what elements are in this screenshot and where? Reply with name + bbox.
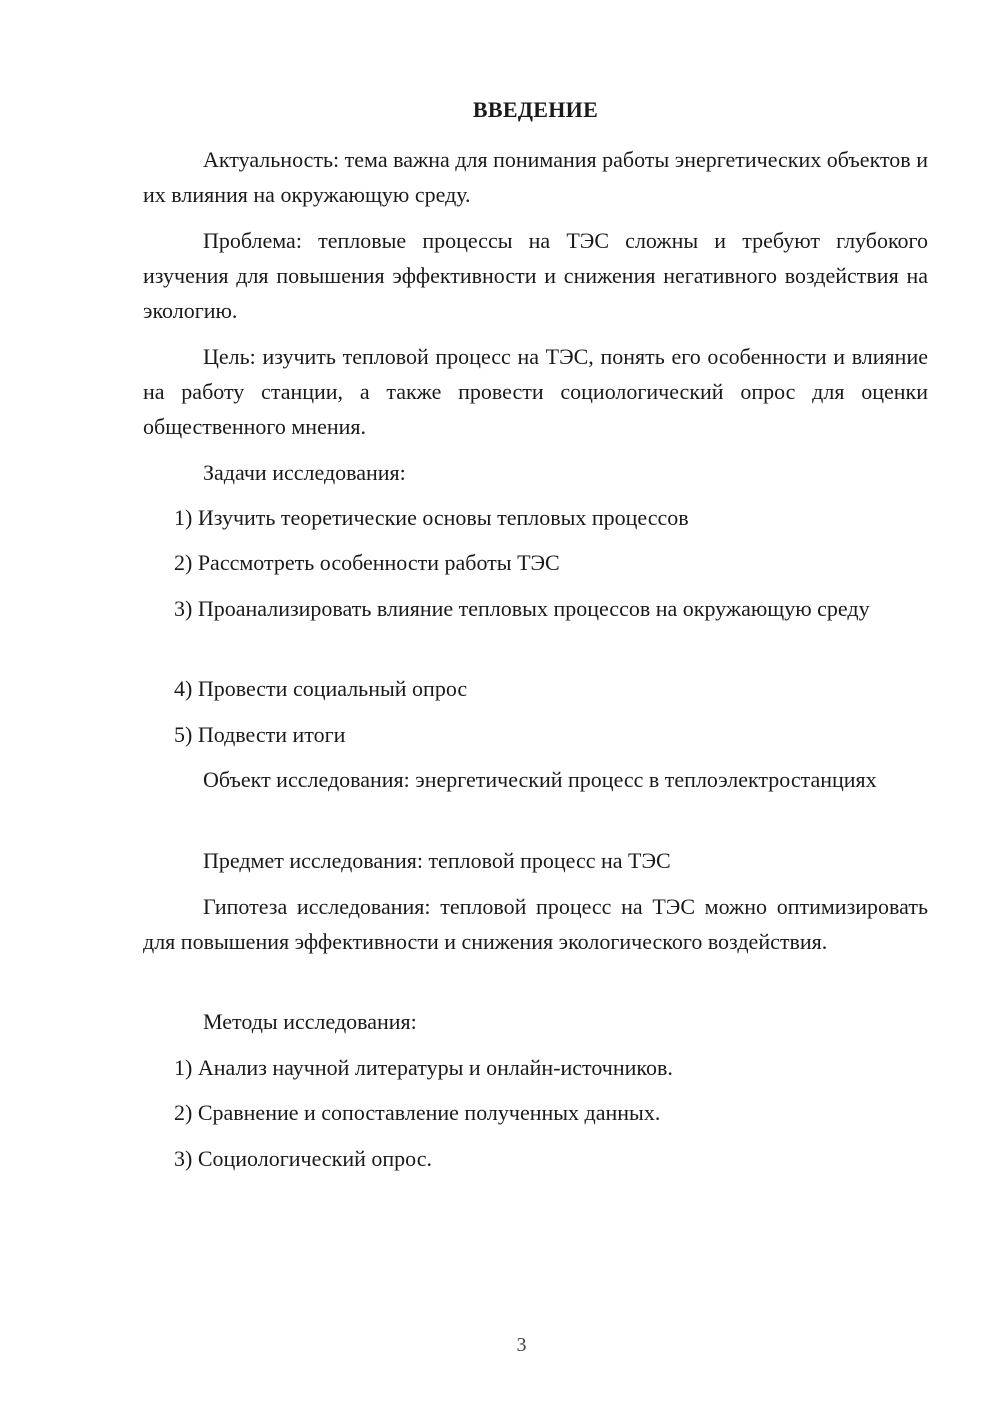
goal-paragraph: Цель: изучить тепловой процесс на ТЭС, понять его особенности и влияние на работу станции, а также провести социологический опрос для оценки общественного мнения. [143,344,928,439]
method-item: 1) Анализ научной литературы и онлайн-источников. [174,1055,673,1080]
methods-heading: Методы исследования: [203,1009,417,1034]
page-number: 3 [516,1334,527,1356]
task-item: 4) Провести социальный опрос [174,676,468,701]
subject-paragraph: Предмет исследования: тепловой процесс на ТЭС [203,848,671,873]
method-item: 2) Сравнение и сопоставление полученных данных. [174,1100,661,1125]
section-title: ВВЕДЕНИЕ [472,97,599,122]
task-item: 3) Проанализировать влияние тепловых процессов на окружающую среду [174,596,870,621]
object-paragraph: Объект исследования: энергетический процесс в теплоэлектростанциях [203,767,877,792]
task-item: 1) Изучить теоретические основы тепловых процессов [174,505,689,530]
document-page [143,0,928,1414]
method-item: 3) Социологический опрос. [174,1146,432,1171]
task-item: 2) Рассмотреть особенности работы ТЭС [174,550,560,575]
relevance-paragraph: Актуальность: тема важна для понимания работы энергетических объектов и их влияния на окружающую среду. [143,147,928,207]
task-item: 5) Подвести итоги [174,722,346,747]
problem-paragraph: Проблема: тепловые процессы на ТЭС сложны и требуют глубокого изучения для повышения эффективности и снижения негативного воздействия на экологию. [143,228,928,323]
tasks-heading: Задачи исследования: [203,460,406,485]
hypothesis-paragraph: Гипотеза исследования: тепловой процесс на ТЭС можно оптимизировать для повышения эффективности и снижения экологического воздействия. [143,894,928,954]
